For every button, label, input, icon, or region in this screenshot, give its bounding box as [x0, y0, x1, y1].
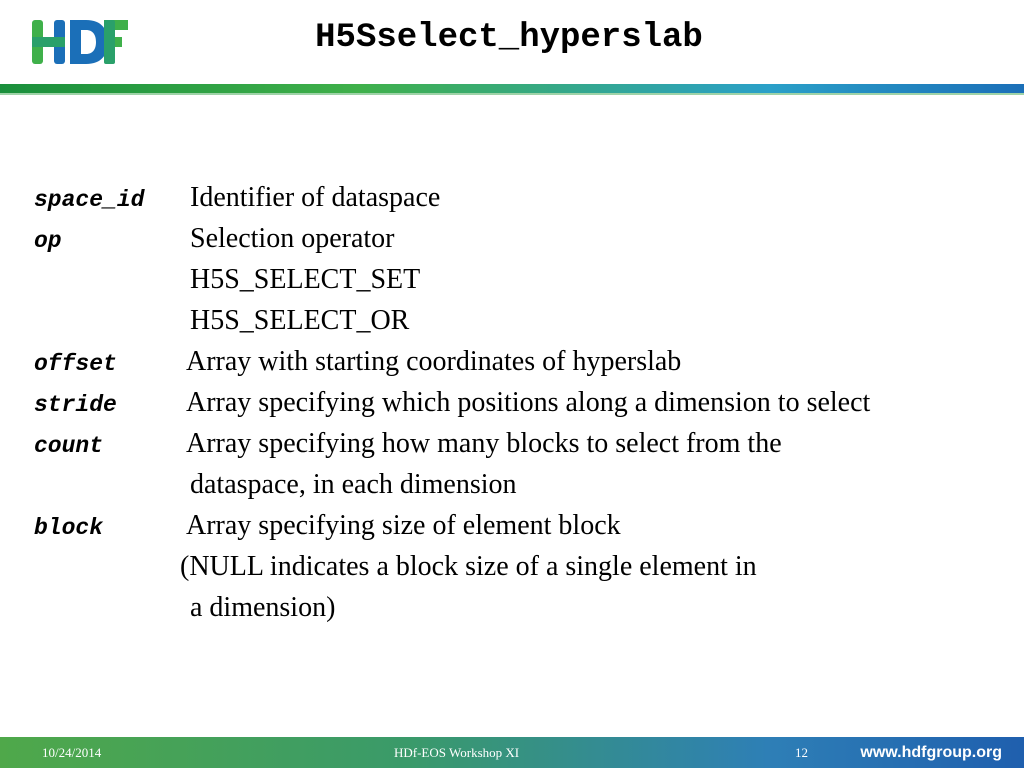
param-name: op — [34, 228, 62, 254]
param-count-desc-cont — [190, 465, 517, 505]
op-option-or — [190, 301, 409, 341]
param-block-desc — [186, 506, 621, 546]
param-desc: Array specifying which positions along a dimension to select — [186, 387, 871, 418]
param-block-note-cont — [190, 588, 335, 628]
param-count-desc — [186, 424, 782, 464]
param-desc: Array specifying how many blocks to select from the — [186, 428, 782, 459]
param-offset — [34, 344, 117, 384]
param-block — [34, 508, 103, 548]
param-name: offset — [34, 351, 117, 377]
param-desc: H5S_SELECT_SET — [190, 264, 421, 295]
param-desc: Array specifying size of element block — [186, 510, 621, 541]
param-name: block — [34, 515, 104, 541]
param-name: stride — [34, 392, 117, 418]
param-name: count — [34, 433, 104, 459]
param-desc: a dimension) — [190, 592, 336, 623]
param-space-id-desc — [190, 178, 440, 218]
param-op-desc — [190, 219, 394, 259]
param-offset-desc — [186, 342, 681, 382]
op-option-set — [190, 260, 420, 300]
param-desc: dataspace, in each dimension — [190, 469, 517, 500]
param-desc: Selection operator — [190, 223, 395, 254]
slide-title-text: H5Sselect_hyperslab — [315, 19, 703, 57]
footer-bar — [0, 737, 1024, 768]
param-block-note — [180, 547, 757, 587]
footer-event: HDf-EOS Workshop XI — [394, 745, 520, 760]
param-space-id — [34, 180, 144, 220]
param-stride-desc — [186, 383, 870, 423]
param-name: space_id — [34, 187, 145, 213]
param-desc: H5S_SELECT_OR — [190, 305, 410, 336]
footer-date: 10/24/2014 — [42, 745, 102, 760]
param-desc: Array with starting coordinates of hyperslab — [186, 346, 682, 377]
param-stride — [34, 385, 117, 425]
param-count — [34, 426, 103, 466]
param-desc: Identifier of dataspace — [190, 182, 441, 213]
footer-page-number: 12 — [795, 745, 808, 760]
param-desc: (NULL indicates a block size of a single element in — [180, 551, 757, 582]
footer-url[interactable]: www.hdfgroup.org — [860, 744, 1002, 761]
param-op — [34, 221, 62, 261]
